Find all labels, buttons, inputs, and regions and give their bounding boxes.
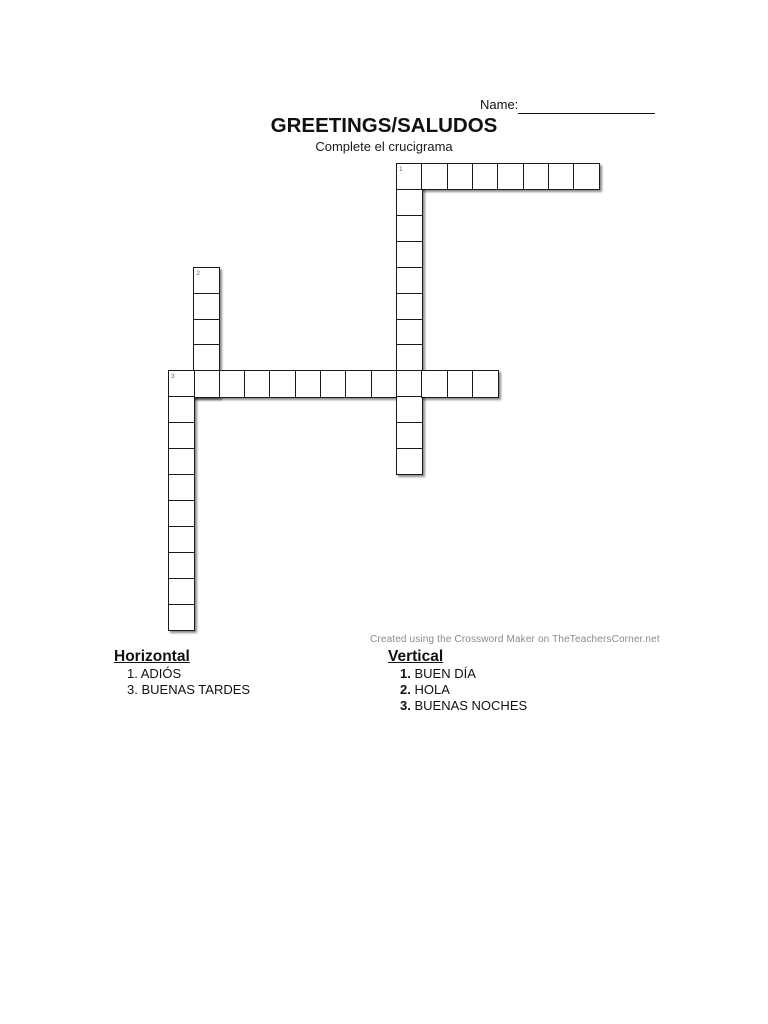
crossword-cell: [497, 163, 524, 190]
horizontal-heading: Horizontal: [114, 648, 190, 665]
crossword-cell: [396, 267, 423, 294]
crossword-cell: [396, 344, 423, 371]
crossword-cell: [396, 215, 423, 242]
clue-text: HOLA: [414, 682, 450, 697]
crossword-cell: [244, 370, 271, 397]
cell-clue-number: 3: [171, 373, 175, 381]
credit-text: Created using the Crossword Maker on TheTeachersCorner.net: [370, 634, 660, 645]
crossword-cell: [421, 163, 448, 190]
clue-item: [400, 698, 527, 714]
clue-item: [400, 666, 527, 682]
crossword-cell: [396, 370, 423, 397]
crossword-cell: [573, 163, 600, 190]
clue-text: ADIÓS: [140, 666, 182, 681]
crossword-cell: [396, 396, 423, 423]
crossword-cell: [345, 370, 372, 397]
crossword-cell: [396, 189, 423, 216]
crossword-cell: [168, 500, 195, 527]
worksheet-title: GREETINGS/SALUDOS: [270, 114, 498, 137]
clue-item: [127, 682, 250, 698]
clue-number: 2.: [400, 682, 411, 697]
crossword-cell: [269, 370, 296, 397]
crossword-cell: [168, 604, 195, 631]
clue-text: BUENAS TARDES: [141, 682, 251, 697]
crossword-cell: [168, 448, 195, 475]
clue-text: BUENAS NOCHES: [414, 698, 528, 713]
clue-item: [400, 682, 527, 698]
crossword-cell: [548, 163, 575, 190]
crossword-cell: [371, 370, 398, 397]
crossword-cell: [396, 422, 423, 449]
crossword-cell: [320, 370, 347, 397]
vertical-clue-list: [400, 666, 527, 714]
crossword-cell: [168, 552, 195, 579]
crossword-cell: [472, 370, 499, 397]
crossword-cell: [295, 370, 322, 397]
vertical-heading: Vertical: [388, 648, 444, 665]
crossword-cell: [472, 163, 499, 190]
crossword-cell: [168, 526, 195, 553]
crossword-cell: [396, 319, 423, 346]
crossword-cell: [219, 370, 246, 397]
clue-number: 3.: [127, 682, 138, 697]
worksheet-subtitle: Complete el crucigrama: [315, 139, 453, 154]
crossword-cell: [193, 293, 220, 320]
crossword-cell: [396, 293, 423, 320]
clue-number: 3.: [400, 698, 411, 713]
cell-clue-number: 1: [398, 166, 403, 173]
crossword-cell: [396, 241, 423, 268]
crossword-cell: [193, 370, 220, 397]
crossword-cell: [168, 578, 195, 605]
crossword-cell: [523, 163, 550, 190]
crossword-cell: [447, 163, 474, 190]
clue-text: BUEN DÍA: [414, 666, 476, 681]
crossword-cell: [168, 396, 195, 423]
crossword-cell: [396, 448, 423, 475]
cell-clue-number: 2: [196, 269, 200, 277]
crossword-cell: [421, 370, 448, 397]
crossword-cell: [168, 422, 195, 449]
crossword-cell: [168, 474, 195, 501]
horizontal-clue-list: [127, 666, 250, 698]
clue-number: 1.: [400, 666, 411, 681]
name-label: Name:: [480, 97, 519, 112]
clue-item: [127, 666, 250, 682]
crossword-cell: [447, 370, 474, 397]
crossword-cell: [193, 319, 220, 346]
clue-number: 1.: [127, 666, 138, 681]
crossword-cell: [193, 344, 220, 371]
